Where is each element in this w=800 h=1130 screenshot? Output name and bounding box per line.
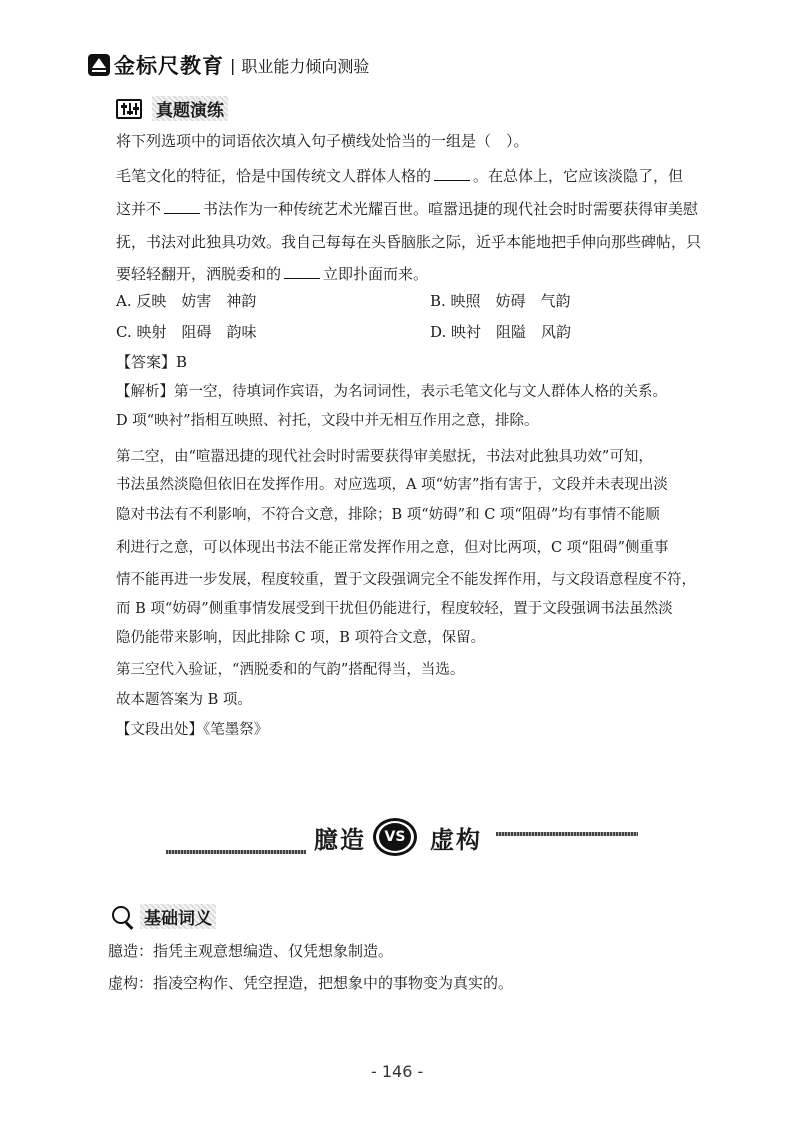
header-separator: | <box>230 55 236 75</box>
analysis-line: 【解析】第一空，待填词作宾语，为名词词性，表示毛笔文化与文人群体人格的关系。 <box>116 384 667 400</box>
question-text: 将下列选项中的词语依次填入句子横线处恰当的一组是（ ）。 <box>116 132 529 150</box>
definition-1: 臆造：指凭主观意想编造、仅凭想象制造。 <box>108 942 394 960</box>
equalizer-icon <box>116 99 142 119</box>
vs-left-word: 臆造 <box>314 825 366 854</box>
divider-line-right <box>496 832 638 836</box>
passage-text: 立即扑面而来。 <box>323 265 429 283</box>
passage-text: 书法作为一种传统艺术光耀百世。喧嚣迅捷的现代社会时时需要获得审美慰 <box>203 200 699 218</box>
passage-line-1 <box>116 162 683 190</box>
passage-text: 毛笔文化的特征，恰是中国传统文人群体人格的 <box>116 167 432 185</box>
vs-label: VS <box>379 823 411 851</box>
search-icon <box>112 906 134 928</box>
analysis-line: D 项“映衬”指相互映照、衬托，文段中并无相互作用之意，排除。 <box>116 413 539 429</box>
passage-line-3: 抚，书法对此独具功效。我自己每每在头昏脑胀之际，近乎本能地把手伸向那些碑帖，只 <box>116 233 702 251</box>
basics-section-title: 基础词义 <box>140 904 216 929</box>
analysis-line: 第三空代入验证，“洒脱委和的气韵”搭配得当，当选。 <box>116 662 465 678</box>
answer-blank <box>284 264 320 279</box>
answer-blank <box>164 199 200 214</box>
brand-logo-icon <box>88 54 110 76</box>
analysis-line: 书法虽然淡隐但依旧在发挥作用。对应选项，A 项“妨害”指有害于，文段并未表现出淡 <box>116 477 668 493</box>
practice-section-title: 真题演练 <box>152 96 228 121</box>
vs-badge <box>373 818 417 856</box>
definition-2: 虚构：指凌空构作、凭空捏造，把想象中的事物变为真实的。 <box>108 974 514 992</box>
brand-name: 金标尺教育 <box>114 54 224 78</box>
option-d: D. 映衬 阻隘 风韵 <box>430 323 572 341</box>
basics-heading <box>112 904 216 929</box>
answer-text: 【答案】B <box>116 353 188 371</box>
passage-text: 这并不 <box>116 200 162 218</box>
header-subtitle: 职业能力倾向测验 <box>241 56 370 76</box>
passage-text: 要轻轻翻开，洒脱委和的 <box>116 265 282 283</box>
option-c: C. 映射 阻碍 韵味 <box>116 323 257 341</box>
passage-line-4 <box>116 260 428 288</box>
option-a: A. 反映 妨害 神韵 <box>116 292 257 310</box>
practice-heading <box>116 96 228 121</box>
passage-text: 。在总体上，它应该淡隐了，但 <box>473 167 684 185</box>
page-number: - 146 - <box>371 1062 424 1081</box>
passage-line-2 <box>116 195 698 223</box>
answer-blank <box>434 166 470 181</box>
divider-line-left <box>166 850 306 854</box>
analysis-line: 隐仍能带来影响，因此排除 C 项，B 项符合文意，保留。 <box>116 630 486 646</box>
analysis-line: 而 B 项“妨碍”侧重事情发展受到干扰但仍能进行，程度较轻，置于文段强调书法虽然淡 <box>116 601 673 617</box>
analysis-line: 情不能再进一步发展，程度较重，置于文段强调完全不能发挥作用，与文段语意程度不符， <box>116 572 696 588</box>
page-header <box>88 50 369 80</box>
option-b: B. 映照 妨碍 气韵 <box>430 292 571 310</box>
analysis-line: 隐对书法有不利影响，不符合文意，排除；B 项“妨碍”和 C 项“阻碍”均有事情不能顺 <box>116 507 660 523</box>
vs-right-word: 虚构 <box>430 825 482 854</box>
source-citation: 【文段出处】《笔墨祭》 <box>116 722 269 738</box>
analysis-line: 第二空，由“喧嚣迅捷的现代社会时时需要获得审美慰抚，书法对此独具功效”可知， <box>116 449 653 465</box>
analysis-line: 利进行之意，可以体现出书法不能正常发挥作用之意，但对比两项，C 项“阻碍”侧重事 <box>116 540 669 556</box>
analysis-line: 故本题答案为 B 项。 <box>116 692 252 708</box>
